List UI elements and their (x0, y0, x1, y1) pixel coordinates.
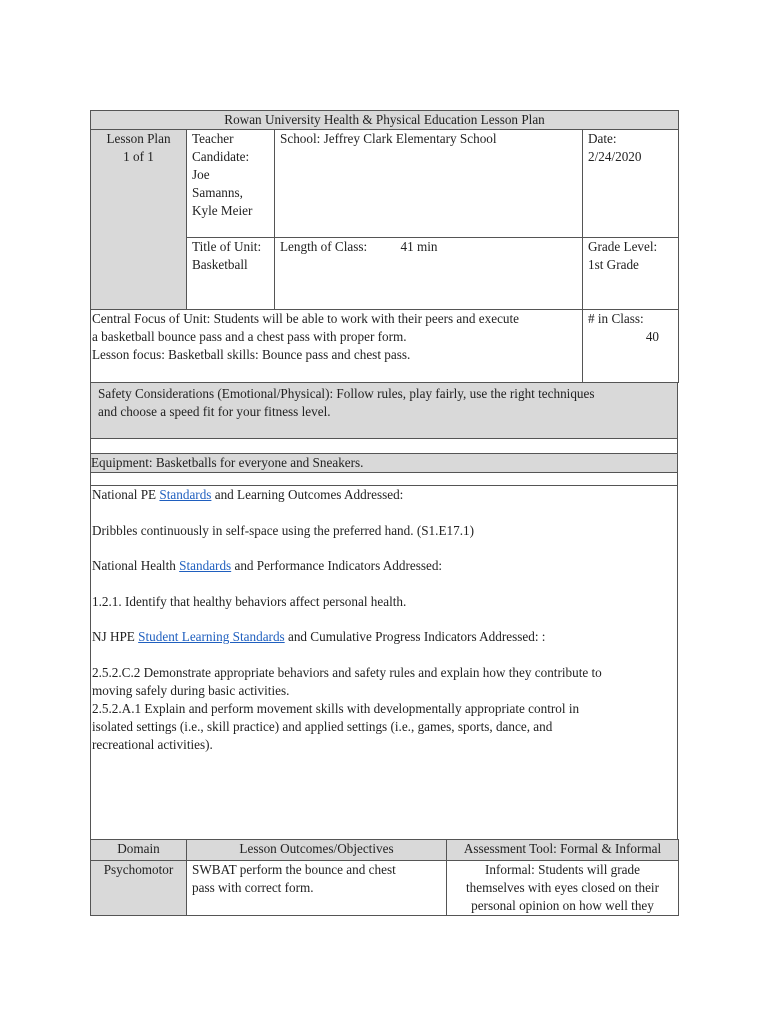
spacer-row (91, 439, 678, 454)
equipment-cell: Equipment: Basketballs for everyone and Sneakers. (91, 454, 678, 473)
teacher-name-2: Samanns, (192, 185, 243, 200)
domain-header: Domain (91, 840, 187, 861)
standards-cell (91, 486, 678, 840)
safety-cell (91, 383, 678, 439)
domain-cell: Psychomotor (91, 861, 187, 916)
nj-item-1-line-1: 2.5.2.C.2 Demonstrate appropriate behaviors and safety rules and explain how they contribute to (92, 665, 602, 680)
safety-table (90, 382, 678, 486)
assessment-line-2: themselves with eyes closed on their (465, 880, 659, 895)
health-standards-heading (92, 557, 676, 575)
lesson-plan-cell (91, 130, 187, 310)
grade-cell (583, 238, 679, 310)
nj-heading-suffix: and Cumulative Progress Indicators Addressed: : (284, 629, 546, 644)
document-title: Rowan University Health & Physical Education Lesson Plan (91, 111, 679, 130)
health-heading-suffix: and Performance Indicators Addressed: (231, 558, 443, 573)
unit-label: Title of Unit: (192, 239, 262, 254)
length-cell (275, 238, 583, 310)
central-focus-line-2: a basketball bounce pass and a chest pass with proper form. (92, 329, 407, 344)
school-cell (275, 130, 583, 238)
assessment-header: Assessment Tool: Formal & Informal (447, 840, 679, 861)
unit-cell (187, 238, 275, 310)
objectives-table (90, 839, 679, 916)
school-name: School: Jeffrey Clark Elementary School (280, 131, 497, 146)
assessment-cell (447, 861, 679, 916)
standards-table (90, 485, 678, 840)
pe-heading-prefix: National PE (92, 487, 160, 502)
nj-item-2-line-1: 2.5.2.A.1 Explain and perform movement skills with developmentally appropriate control in (92, 701, 580, 716)
grade-value: 1st Grade (588, 257, 639, 272)
teacher-name-1: Joe (192, 167, 210, 182)
outcome-cell (187, 861, 447, 916)
nj-heading-prefix: NJ HPE (92, 629, 139, 644)
teacher-label: Teacher Candidate: (192, 131, 250, 164)
health-standard-item: 1.2.1. Identify that healthy behaviors affect personal health. (92, 594, 407, 609)
lesson-plan-label: Lesson Plan (106, 131, 171, 146)
pe-standards-link[interactable]: Standards (159, 487, 212, 502)
pe-standards-heading (92, 486, 676, 504)
spacer-row-2 (91, 473, 678, 486)
teacher-name-3: Kyle Meier (192, 203, 253, 218)
nj-item-1-line-2: moving safely during basic activities. (92, 683, 290, 698)
focus-cell (91, 310, 583, 383)
nj-standards-link[interactable]: Student Learning Standards (138, 629, 285, 644)
length-label: Length of Class: (280, 239, 368, 254)
outcome-line-2: pass with correct form. (192, 880, 314, 895)
unit-value: Basketball (192, 257, 248, 272)
length-value: 41 min (400, 239, 438, 254)
nj-item-2-line-2: isolated settings (i.e., skill practice) and applied settings (i.e., games, sports, dance, and (92, 719, 553, 734)
outcome-line-1: SWBAT perform the bounce and chest (192, 862, 396, 877)
pe-heading-suffix: and Learning Outcomes Addressed: (211, 487, 404, 502)
date-label: Date: (588, 131, 617, 146)
table-row (91, 861, 679, 916)
date-cell (583, 130, 679, 238)
outcomes-header: Lesson Outcomes/Objectives (187, 840, 447, 861)
safety-line-1: Safety Considerations (Emotional/Physical): Follow rules, play fairly, use the right techniques (98, 386, 595, 401)
health-standards-link[interactable]: Standards (179, 558, 232, 573)
safety-line-2: and choose a speed fit for your fitness level. (98, 404, 331, 419)
nj-standards-heading (92, 628, 676, 646)
grade-label: Grade Level: (588, 239, 658, 254)
date-value: 2/24/2020 (588, 149, 642, 164)
pe-standard-item: Dribbles continuously in self-space using the preferred hand. (S1.E17.1) (92, 523, 474, 538)
class-size-value: 40 (645, 329, 659, 344)
health-heading-prefix: National Health (92, 558, 180, 573)
teacher-cell (187, 130, 275, 238)
lesson-number: 1 of 1 (123, 149, 154, 164)
class-size-label: # in Class: (588, 311, 644, 326)
central-focus-line-1: Central Focus of Unit: Students will be able to work with their peers and execute (92, 311, 520, 326)
lesson-focus: Lesson focus: Basketball skills: Bounce pass and chest pass. (92, 347, 411, 362)
class-size-cell (583, 310, 679, 383)
nj-item-2-line-3: recreational activities). (92, 737, 213, 752)
lesson-info-table (90, 110, 679, 310)
assessment-line-1: Informal: Students will grade (485, 862, 640, 877)
assessment-line-3: personal opinion on how well they (471, 898, 654, 913)
lesson-plan-document (90, 110, 678, 916)
focus-table (90, 309, 679, 383)
